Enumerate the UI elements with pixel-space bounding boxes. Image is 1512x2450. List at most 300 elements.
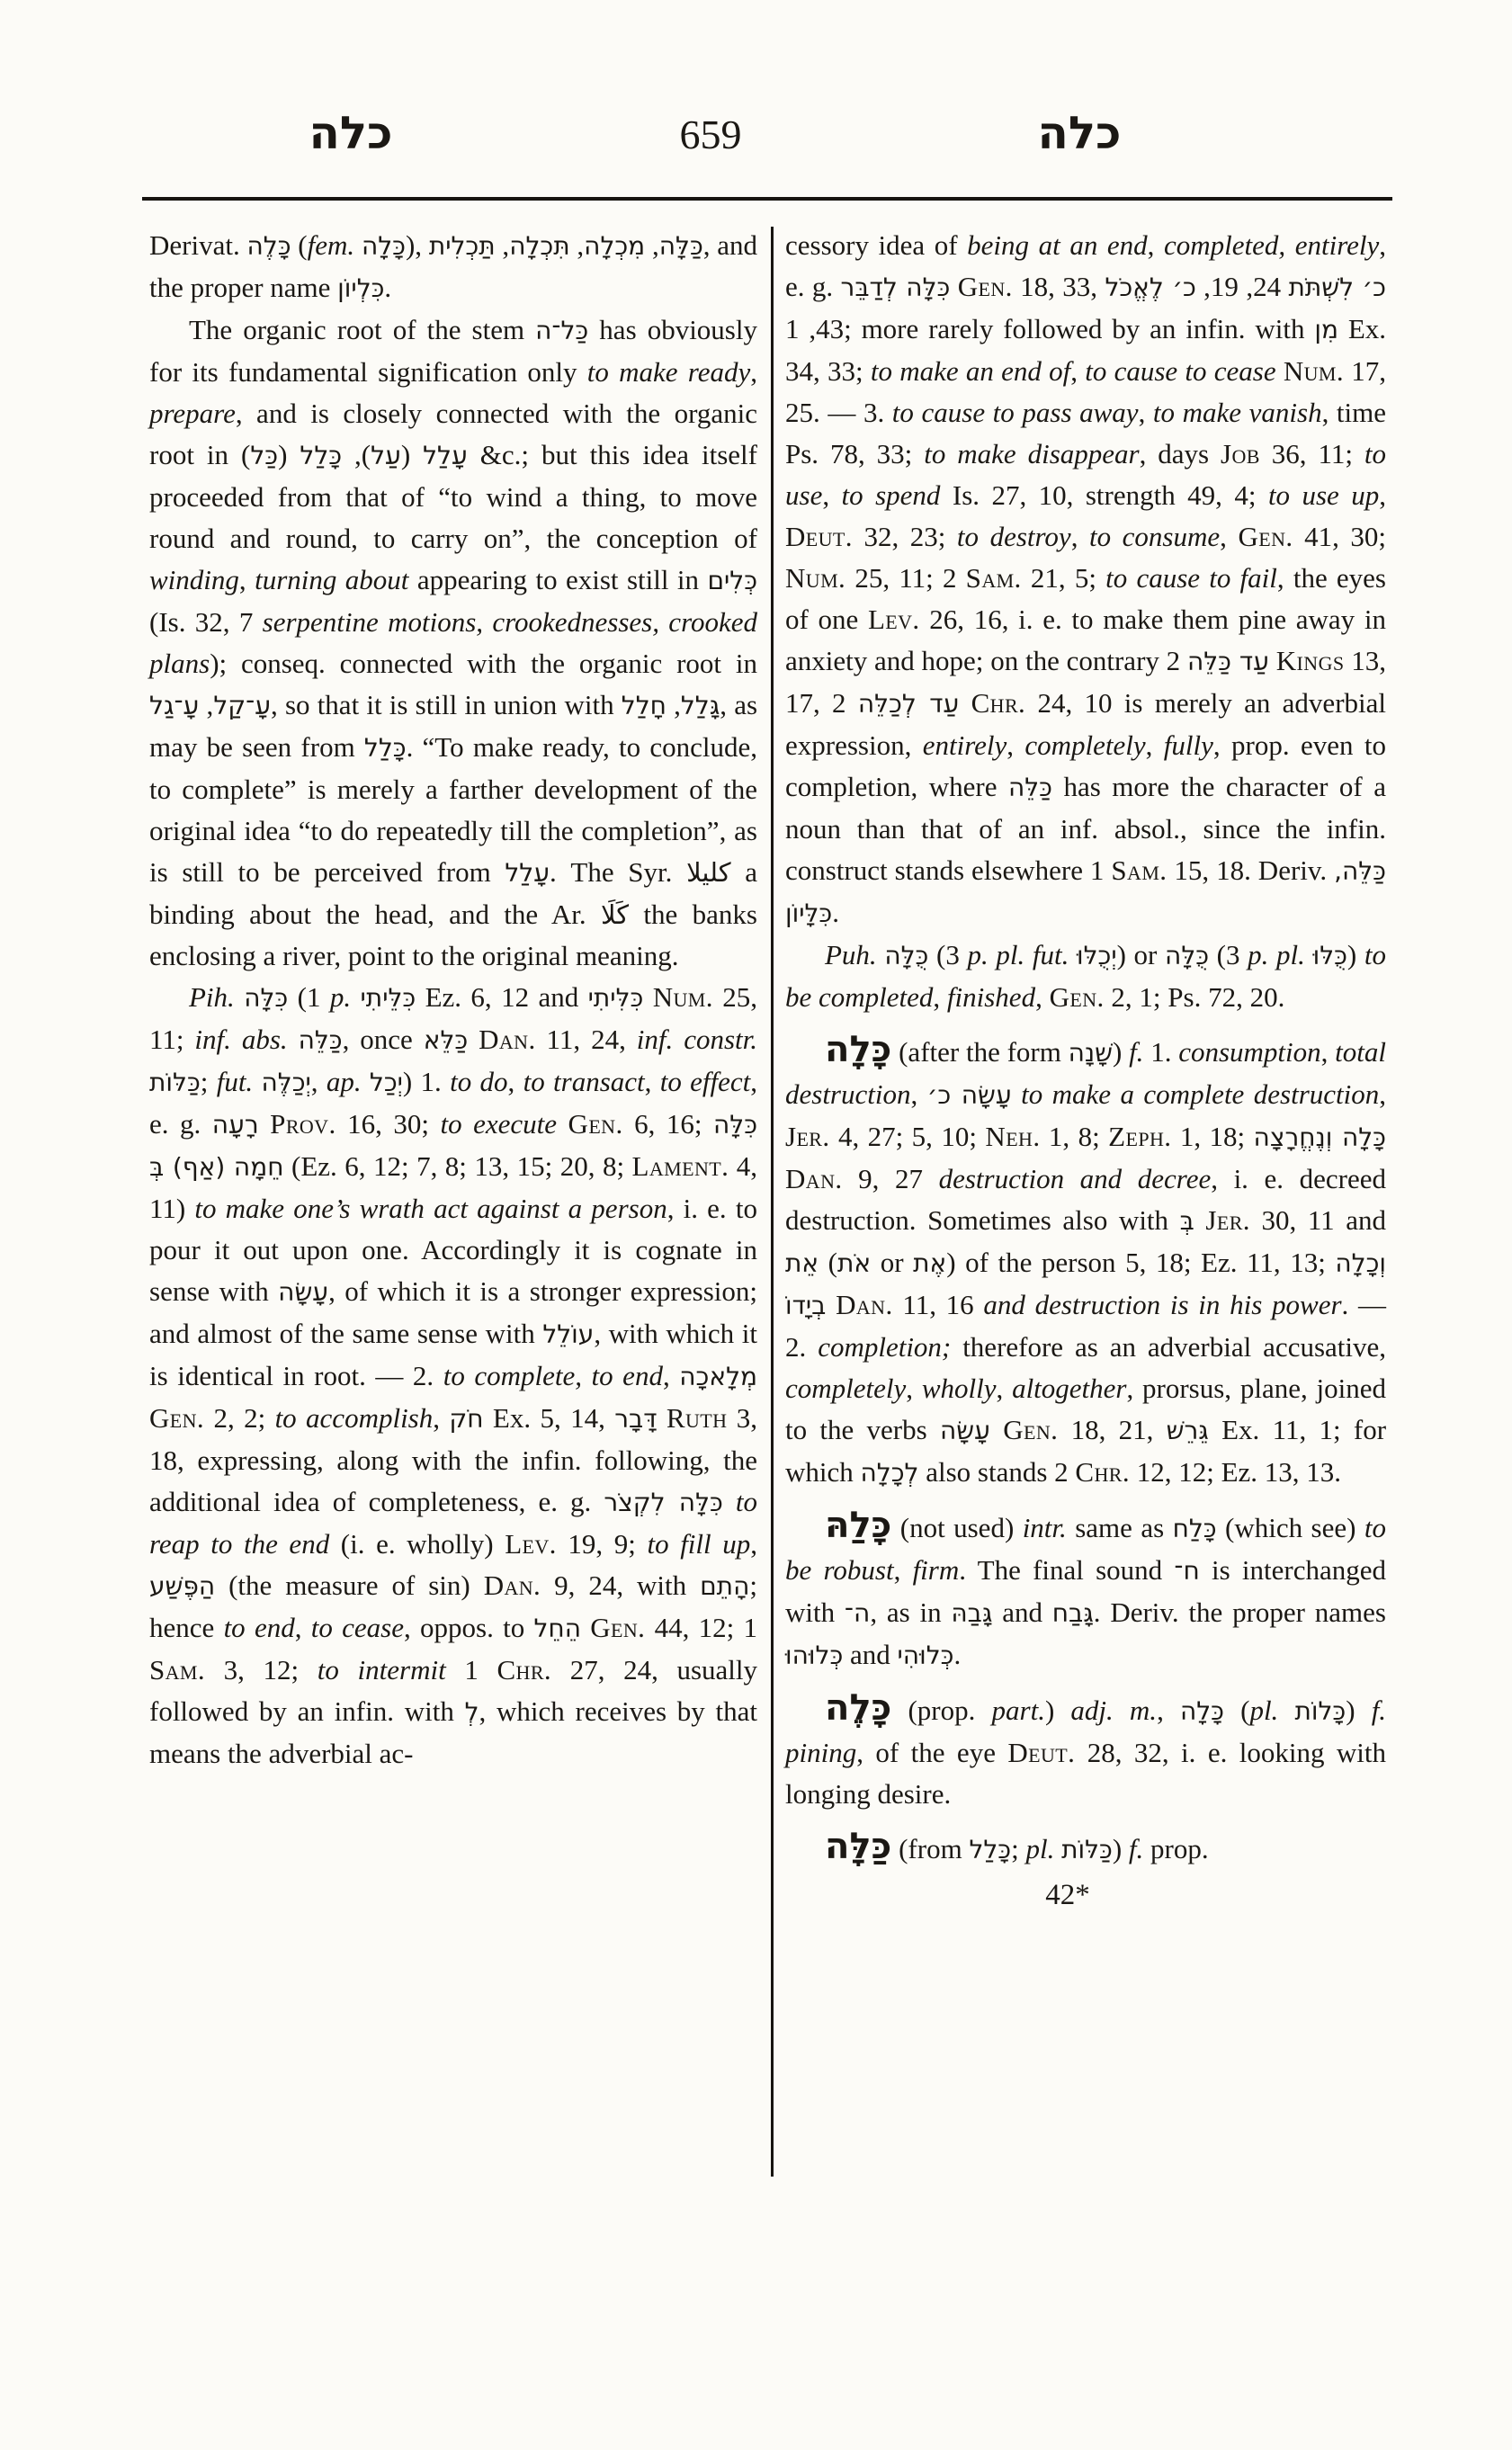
text-run: 32, 23; [852,521,957,552]
text-run [950,271,957,302]
text-run: , [645,229,659,261]
text-run: , [644,1066,660,1097]
text-run: f. pining [785,1694,1387,1768]
text-run: Job [1221,438,1260,469]
text-run [259,1108,271,1140]
text-run: to make one’s wrath act against a person [194,1193,667,1224]
hebrew-text: מְלָאכָה [679,1362,757,1391]
text-run: to be robust [785,1512,1386,1586]
text-run: Gen. [957,271,1013,302]
text-run: prop. [1143,1833,1209,1864]
hebrew-text: כַּלֵּא [423,1025,469,1055]
text-run: to transact [523,1066,645,1097]
paragraph [785,1687,1386,1815]
text-run: 18, 33, [1012,271,1105,302]
text-run: ; [1011,1833,1026,1864]
text-run: , [495,229,510,261]
hebrew-text: שָׁנָה [1068,1038,1113,1068]
text-run: and [992,1596,1052,1628]
text-run: , [310,1066,327,1097]
text-run: . The final sound [959,1554,1175,1586]
hebrew-text: כִּלָּה לִקְצֹר [604,1488,723,1517]
text-run: , [1320,1036,1336,1068]
text-run: Ex. 11, 1; for which [785,1414,1387,1488]
text-run: 36, 11; [1259,438,1364,469]
text-columns [149,225,1386,2177]
text-run: , [569,229,585,261]
hebrew-text: הֵחֵל [533,1614,581,1643]
text-run: ) [1044,1694,1071,1726]
hebrew-text: חֹק [449,1404,484,1434]
text-run: Kings [1275,645,1345,676]
text-run [557,1108,568,1140]
text-run: to cause to pass away [891,397,1139,428]
text-run: adj. m. [1070,1694,1158,1726]
paragraph [785,1029,1386,1494]
text-run: ) [1346,1694,1372,1726]
text-run: . “To make ready, to conclude, to complete” is merely a farther development of the original idea “to do repeatedly till the completion”, as is still to be perceived from [149,731,757,888]
hebrew-text: לְ [464,1697,479,1727]
text-run: (Is. 32, 7 [149,606,263,638]
hebrew-headword: כָּלַהּ [825,1505,892,1546]
text-run: 4, 11) [149,1150,757,1224]
header-keyword-left: כלה [309,107,393,159]
text-run: , i. e. decreed destruction. Sometimes also with [785,1163,1387,1236]
page-header [0,97,1512,178]
hebrew-text: יְכַל [369,1068,403,1097]
text-run: entirely [922,729,1007,761]
text-run: 24, 10 is merely an adverbial expression, [785,687,1387,761]
hebrew-text: כָּלוֹת [1294,1696,1346,1726]
text-run: , [933,981,947,1013]
text-run: 43, 1; more rarely followed by an infin. with [785,313,1315,344]
text-run: ap. [326,1066,362,1097]
text-run: 16, 30; [336,1108,441,1140]
text-run: , [294,1612,311,1643]
text-run: , [1070,521,1090,552]
text-run: 28, 32, i. e. looking with longing desire. [785,1737,1386,1810]
text-run: 21, 5; [1021,562,1106,594]
hebrew-text: גָּבַהּ [951,1598,993,1628]
text-run: , prorsus, plane, joined to the verbs [785,1373,1387,1445]
hebrew-headword: כָּלָה [825,1029,892,1070]
text-run: Chr. [1075,1456,1130,1488]
text-run: inf. constr. [636,1024,758,1055]
text-run: , [1220,521,1239,552]
text-run: 13, 17, [785,645,1387,719]
text-run: Num. [652,981,713,1013]
text-run: . — 2. [785,1289,1387,1363]
text-run: to consume [1089,521,1221,552]
hebrew-text: כְּלוּהוּ [785,1641,844,1670]
hebrew-text: כְּלוּהִי [897,1641,954,1670]
hebrew-text: עוֹלֵל [542,1319,595,1349]
hebrew-text: ח־ [1174,1556,1200,1586]
hebrew-text: תִּכְלָה [509,231,570,261]
text-run: 9, 27 [842,1163,939,1194]
text-run: ( [1223,1694,1250,1726]
text-run: Is. 27, 10, strength 49, 4; [940,479,1268,511]
text-run: Gen. [1238,521,1293,552]
left-column [149,225,757,1775]
text-run: Dan. [785,1163,843,1194]
signature-mark: 42* [1045,1879,1090,1911]
hebrew-text: ה־ [844,1598,871,1628]
text-run: , [1007,729,1025,761]
text-run: intr. [1022,1512,1067,1543]
text-run: , [666,689,681,720]
hebrew-text: הָתֵם [700,1571,750,1601]
hebrew-text: אֶת [913,1248,947,1278]
text-run: is interchanged with [785,1554,1387,1628]
hebrew-text: גָּלַל [680,691,720,720]
text-run: to execute [440,1108,558,1140]
text-run [826,1289,836,1320]
text-run: ; hence [149,1569,757,1643]
paragraph [785,1826,1386,1871]
text-run: to destroy [956,521,1071,552]
text-run [354,229,362,261]
hebrew-headword: כָּלֶה [825,1687,892,1729]
text-run: Lev. [505,1528,557,1560]
text-run: , [662,1360,680,1391]
text-run: ( [400,439,424,470]
text-run: to make a complete destruction [1021,1078,1380,1110]
text-run: total destruction [785,1036,1387,1110]
hebrew-text: גֵּרֵשׁ [1166,1416,1209,1445]
text-run: to use up [1267,479,1380,511]
text-run: ) [1112,1833,1129,1864]
hebrew-text: בְּ [1179,1206,1194,1236]
text-run: ) [1346,939,1364,970]
text-run: , i. e. to pour it out upon one. Accordingly it is cognate in sense with [149,1193,757,1307]
hebrew-text: עָלַל [423,441,468,470]
text-run: therefore as an adverbial accusative, [951,1331,1387,1363]
text-run: Lament. [631,1150,729,1182]
text-run: . The Syr. [550,856,687,888]
hebrew-text: כִּלָּה [244,983,289,1013]
text-run: 11, 16 [892,1289,984,1320]
text-run: , [750,1528,757,1560]
hebrew-text: כַּלּוֹת [1061,1835,1113,1864]
text-run: , and is closely connected with the organic root in [149,398,757,470]
text-run [1054,1833,1061,1864]
text-run: Gen. [1049,981,1105,1013]
text-run: Num. [1283,355,1345,387]
text-run: wholly [921,1373,997,1404]
text-run: , time Ps. 78, 33; [785,397,1387,469]
text-run: to make vanish [1152,397,1322,428]
hebrew-text: עָ־קַל [213,691,271,720]
hebrew-text: עַד כַּלֵּה [1186,647,1269,676]
text-run: Neh. [985,1121,1041,1152]
text-run: (the measure of sin) [215,1569,484,1601]
paragraph [785,1505,1386,1677]
syriac-word: كليلا [686,857,731,888]
text-run: , [1157,1694,1180,1726]
text-run: Deut. [785,521,853,552]
text-run: 15, 18. Deriv. [1167,854,1335,886]
text-run: , [750,356,757,388]
text-run: 4, 27; 5, 10; [829,1121,986,1152]
text-run [253,1066,261,1097]
hebrew-text: כָּלַל [969,1835,1012,1864]
text-run: 12, 12; Ez. 13, 13. [1129,1456,1342,1488]
text-run: . [384,272,392,303]
text-run: part. [991,1694,1045,1726]
text-run: ; [200,1066,217,1097]
text-run: or [871,1247,914,1278]
hebrew-text: כַּלֵּה, כִּלָּיוֹן [785,856,1386,928]
hebrew-text: כָּלֶה [246,231,291,261]
text-run: ), [405,229,429,261]
text-run: (which see) [1216,1512,1364,1543]
text-run: , [1035,981,1050,1013]
text-run: to effect [659,1066,751,1097]
text-run: 1, 8; [1040,1121,1109,1152]
text-run: 1 [445,1654,497,1685]
text-run: , [1147,229,1164,261]
text-run: 1, 18; [1171,1121,1254,1152]
text-run: ); conseq. connected with the organic root in [210,648,757,679]
text-run: , [1379,1078,1386,1110]
text-run: ) [1112,1036,1130,1068]
text-run: Dan. [836,1289,893,1320]
hebrew-text: גָּבַח [1051,1598,1094,1628]
text-run: 26, 16, i. e. to make them pine away in anxiety and hope; on the contrary [785,604,1386,676]
text-run: 30, 11 and [1249,1204,1387,1236]
paragraph [785,934,1386,1018]
text-run [235,981,244,1013]
text-run: Derivat. [149,229,247,261]
text-run: (not used) [891,1512,1023,1543]
hebrew-text: כִּלְיוֹן [337,273,385,303]
text-run: altogether [1012,1373,1127,1404]
hebrew-text: יְכַלֶּה [261,1068,311,1097]
text-run: to intermit [317,1654,446,1685]
hebrew-text: לְכָלָה [860,1458,919,1488]
text-run: completed, entirely [1164,229,1380,261]
text-run: serpentine motions, crookednesses, crooked plans [149,606,757,679]
text-run: Gen. [1003,1414,1059,1445]
column-divider [771,227,774,2177]
text-run: (3 [1209,939,1248,970]
text-run: Jer. [1205,1204,1250,1236]
text-run: to cease [310,1612,404,1643]
text-run: , [238,564,255,595]
text-run: 6, 16; [622,1108,713,1140]
hebrew-text: כֻּלָּה [884,941,929,970]
hebrew-text: אֹת [837,1248,872,1278]
arabic-word: كَلَا [600,899,630,930]
header-rule [142,197,1392,201]
text-run: ( [819,1247,838,1278]
text-run: to spend [841,479,941,511]
text-run: fully [1163,729,1213,761]
text-run: has obviously for its fundamental signification only [149,314,757,388]
text-run: , [996,1373,1013,1404]
text-run: completely [785,1373,907,1404]
text-run: (3 [928,939,968,970]
hebrew-text: כֻּלָּה [1165,941,1210,970]
text-run: (i. e. wholly) [329,1528,505,1560]
text-run: Pih. [189,981,235,1013]
text-run: and destruction is in his power [983,1289,1342,1320]
text-run: completely [1024,729,1146,761]
text-run: (from [891,1833,970,1864]
text-run: , so that it is still in union with [271,689,622,720]
text-run: 24, 19, [1195,271,1289,302]
text-run: Sam. [149,1654,206,1685]
hebrew-text: תַּכְלִית [428,231,496,261]
text-run: (after the form [891,1036,1069,1068]
hebrew-text: כָּלָה וְנֶחֱרָצָה [1253,1122,1386,1152]
hebrew-text: וְכָלָה בְיָדוֹ [785,1248,1387,1320]
text-run: 44, 12; 1 [645,1612,758,1643]
hebrew-text: עָלַל [505,858,550,888]
text-run: also stands 2 [918,1456,1076,1488]
text-run: to reap to the end [149,1486,758,1560]
header-keyword-right: כלה [1037,107,1122,159]
text-run: Ez. 6, 12 and [416,981,588,1013]
text-run: the banks enclosing a river, point to the original meaning. [149,899,757,971]
text-run: cessory idea of [785,229,968,261]
text-run: 2 [832,687,971,719]
text-run: Puh. [825,939,877,970]
text-run: , [822,479,842,511]
hebrew-text: כִּלֵּיתִי [360,983,416,1013]
text-run: , which receives by that means the adverbial ac- [149,1695,757,1769]
text-run [288,1024,299,1055]
text-run: , once [342,1024,424,1055]
text-run: pl. [1249,1694,1279,1726]
text-run [723,1486,736,1517]
text-run: , [1138,397,1153,428]
text-run: to be completed [785,939,1387,1013]
text-run: 9, 24, with [541,1569,701,1601]
text-run: , days [1139,438,1221,469]
text-run [1012,1078,1021,1110]
text-run: winding [149,564,239,595]
text-run: f. [1128,1833,1144,1864]
text-run [351,981,360,1013]
text-run [1194,1204,1206,1236]
text-run: Gen. [568,1108,623,1140]
text-run: , [507,1066,523,1097]
text-run [362,1066,370,1097]
text-run: to cause to fail [1105,562,1277,594]
hebrew-text: כִּלִּיתִי [587,983,644,1013]
text-run [1278,1694,1294,1726]
text-run [1276,355,1284,387]
text-run: , with which it is identical in root. — 2. [149,1318,757,1391]
hebrew-text: כִּלָּה לְדַבֵּר [840,273,951,302]
text-run: Dan. [479,1024,536,1055]
paragraph [149,225,757,309]
hebrew-text: אֵת [785,1248,819,1278]
text-run: 25, 11; 2 [845,562,966,594]
hebrew-text: כִּלָּה חֵמָה (אַף) בְּ [149,1110,757,1182]
hebrew-text: כָּלָה [361,231,406,261]
text-run: , [1379,479,1387,511]
hebrew-text: כַּלּוֹת [149,1068,201,1097]
hebrew-text: רָעָה [211,1110,259,1140]
text-run: Deut. [1007,1737,1076,1768]
text-run: . [953,1639,962,1670]
text-run: 41, 30; [1293,521,1387,552]
text-run: Prov. [270,1108,336,1140]
text-run: f. [1129,1036,1144,1068]
text-run: , [910,1078,927,1110]
text-run: ), [342,439,371,470]
text-run: , e. g. [149,1066,757,1140]
text-run: Gen. [590,1612,646,1643]
text-run: 3, 18, expressing, along with the infin. following, the additional idea of completeness, e. g. [149,1402,758,1517]
hebrew-text: כַּל [250,441,279,470]
text-run: , of which it is a stronger expression; and almost of the same sense with [149,1275,757,1349]
text-run: , oppos. to [403,1612,534,1643]
hebrew-text: כָּלַל [363,733,407,763]
text-run: The organic root of the stem [189,314,536,345]
text-run: and [843,1639,898,1670]
paragraph [149,977,757,1775]
text-run: 3, 12; [205,1654,318,1685]
text-run: , [893,1554,913,1586]
text-run: to end [223,1612,295,1643]
hebrew-text: כ׳ לִשְׁתֹּת [1288,273,1386,302]
text-run [1069,939,1077,970]
hebrew-text: כְּלִים [707,566,757,595]
text-run: Gen. [149,1402,205,1434]
text-run: consumption [1178,1036,1321,1068]
text-run: to make ready [586,356,751,388]
text-run [990,1414,1003,1445]
hebrew-text: הַפֶּשַׁע [149,1571,216,1601]
text-run: , and the proper name [149,229,758,303]
text-run: ( [291,229,308,261]
hebrew-text: עַד לְכַלֵּה [857,689,960,719]
hebrew-text: כ׳ לֶאֱכֹל [1105,273,1196,302]
text-run: Jer. [785,1121,830,1152]
text-run: ) &c.; but this idea itself proceeded from that of “to wind a thing, to move round and round, to carry on”, the conception of [149,439,757,554]
text-run: appearing to exist still in [408,564,708,595]
text-run: firm [912,1554,960,1586]
text-run: to make an end of [870,355,1071,387]
text-run [658,1402,667,1434]
hebrew-text: מִן [1314,315,1338,344]
text-run: 27, 24, usually followed by an infin. with [149,1654,757,1727]
text-run: fem. [307,229,355,261]
text-run: , as may be seen from [149,689,758,763]
text-run: to fill up [647,1528,751,1560]
text-run: , e. g. [785,229,1387,302]
text-run: (prop. [891,1694,992,1726]
text-run: Num. [785,562,846,594]
hebrew-text: חָלַל [621,691,667,720]
text-run: ) or [1116,939,1166,970]
text-run [1305,939,1313,970]
text-run: destruction and decree [938,1163,1212,1194]
text-run: same as [1066,1512,1173,1543]
text-run: to cause to cease [1085,355,1276,387]
text-run: , of the eye [856,1737,1008,1768]
text-run: , [1070,355,1086,387]
text-run: 2, 1; Ps. 72, 20. [1104,981,1285,1013]
text-run: , as in [870,1596,952,1628]
text-run: turning about [255,564,409,595]
hebrew-text: כָּלָה [1179,1696,1224,1726]
text-run: . Deriv. the proper names [1093,1596,1386,1628]
